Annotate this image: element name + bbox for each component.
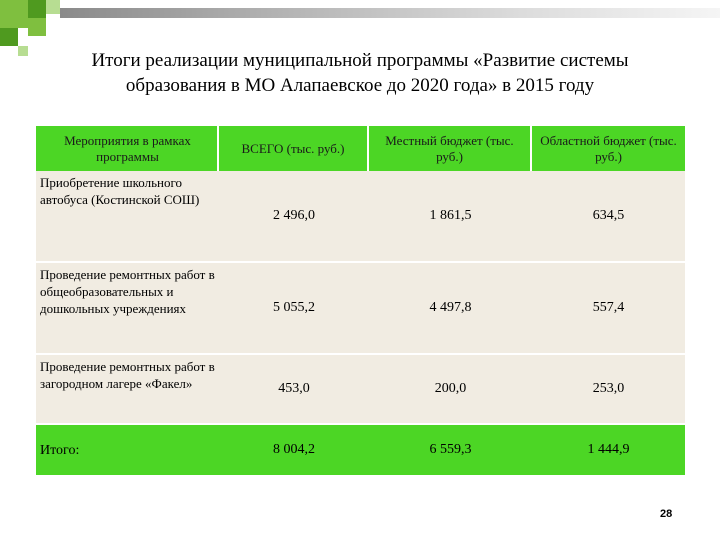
slide-title: [40, 48, 680, 98]
row-local-value: 4 497,8: [369, 263, 532, 355]
header-local-budget: Местный бюджет (тыс. руб.): [369, 126, 532, 171]
row-regional-value: 557,4: [532, 263, 685, 355]
header-total: ВСЕГО (тыс. руб.): [219, 126, 369, 171]
row-activity-name: Приобретение школьного автобуса (Костинской СОШ): [36, 171, 219, 263]
deco-square: [0, 0, 28, 28]
row-activity-name: Проведение ремонтных работ в общеобразовательных и дошкольных учреждениях: [36, 263, 219, 355]
budget-table: [36, 126, 685, 475]
table-row: [36, 263, 685, 355]
title-line-2: образования в МО Алапаевское до 2020 года» в 2015 году: [125, 75, 595, 96]
total-local-value: 6 559,3: [369, 425, 532, 475]
header-regional-budget: Областной бюджет (тыс. руб.): [532, 126, 685, 171]
header-activities: Мероприятия в рамках программы: [36, 126, 219, 171]
row-regional-value: 634,5: [532, 171, 685, 263]
table-header-row: [36, 126, 685, 171]
row-local-value: 200,0: [369, 355, 532, 425]
table-row: [36, 355, 685, 425]
title-line-1: Итоги реализации муниципальной программы «Развитие системы: [91, 50, 629, 71]
page-number: 28: [660, 508, 673, 520]
row-regional-value: 253,0: [532, 355, 685, 425]
total-sum-value: 8 004,2: [219, 425, 369, 475]
total-label: Итого:: [36, 425, 219, 475]
top-gradient-bar: [60, 8, 720, 18]
table-row: [36, 171, 685, 263]
total-regional-value: 1 444,9: [532, 425, 685, 475]
table-total-row: [36, 425, 685, 475]
deco-square: [28, 0, 46, 18]
deco-square: [28, 18, 46, 36]
row-activity-name: Проведение ремонтных работ в загородном лагере «Факел»: [36, 355, 219, 425]
row-local-value: 1 861,5: [369, 171, 532, 263]
row-total-value: 453,0: [219, 355, 369, 425]
deco-square: [46, 0, 60, 14]
row-total-value: 2 496,0: [219, 171, 369, 263]
deco-square: [18, 46, 28, 56]
deco-square: [0, 28, 18, 46]
row-total-value: 5 055,2: [219, 263, 369, 355]
